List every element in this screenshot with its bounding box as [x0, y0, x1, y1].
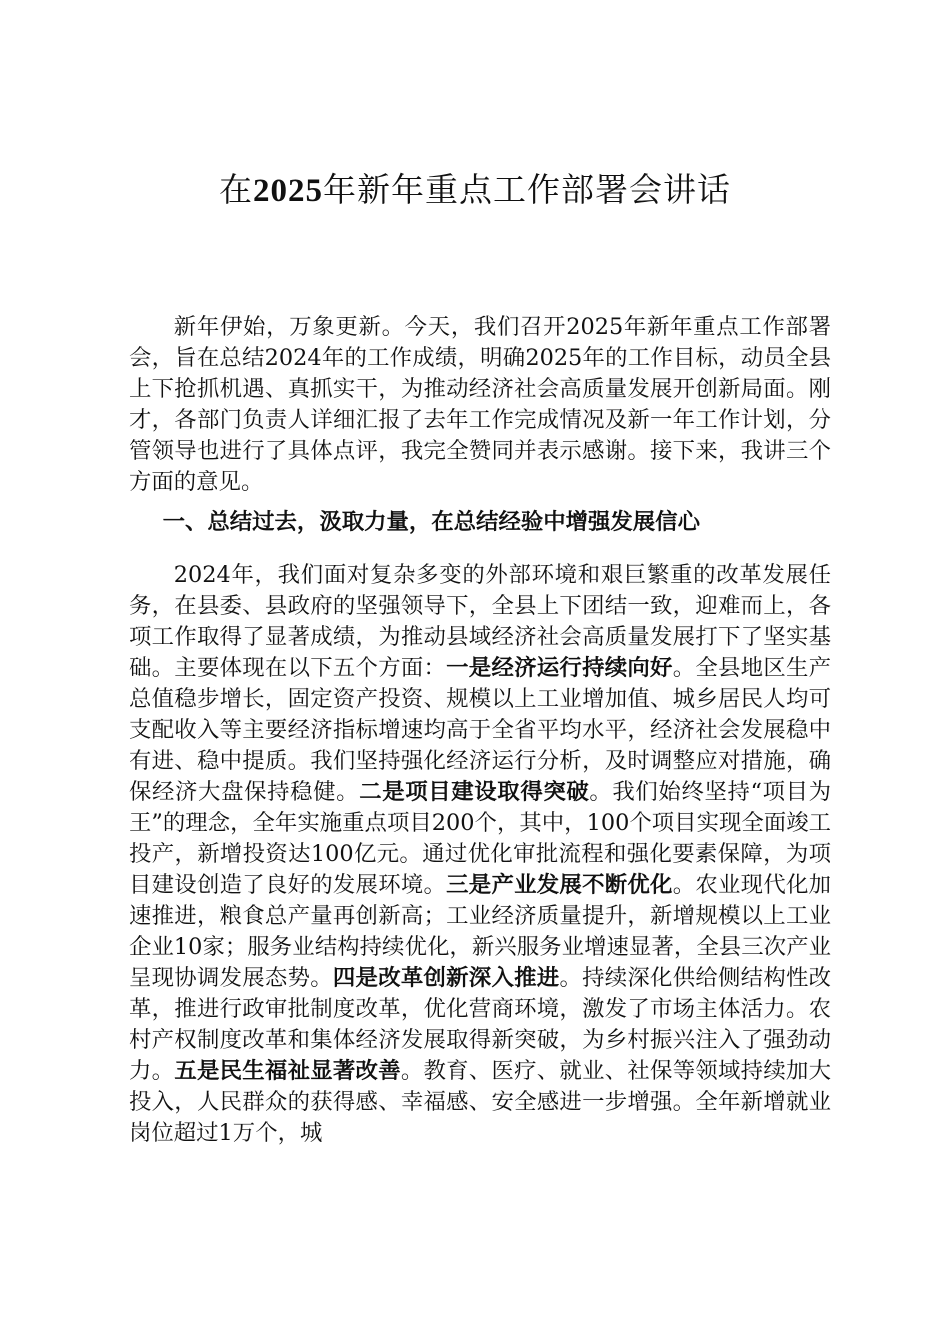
paragraph-text: 。持续深化供给侧结构性改革，推进行政审批制度改革，优化营商环境，激发了市场主体活力。农村产权制度改革和集体经济发展取得新突破，为乡村振兴注入了强劲动力。: [129, 965, 832, 1084]
title-suffix: 年新年重点工作部署会讲话: [323, 170, 731, 209]
document-title: [0, 166, 950, 215]
paragraph-text: 2024年，我们面对复杂多变的外部环境和艰巨繁重的改革发展任务，在县委、县政府的坚强领导下，全县上下团结一致，迎难而上，各项工作取得了显著成绩，为推动县域经济社会高质量发展打下了坚实基础。主要体现在以下五个方面：: [129, 562, 831, 681]
paragraph-text: 。我们始终坚持“项目为王”的理念，全年实施重点项目200个，其中，100个项目实现全面竣工投产，新增投资达100亿元。通过优化审批流程和强化要素保障，为项目建设创造了良好的发展环境。: [129, 779, 832, 898]
highlight-reform: 四是改革创新深入推进: [332, 965, 560, 991]
highlight-livelihood: 五是民生福祉显著改善: [174, 1058, 401, 1084]
paragraph-text: 。农业现代化加速推进，粮食总产量再创新高；工业经济质量提升，新增规模以上工业企业10家；服务业结构持续优化，新兴服务业增速显著，全县三次产业呈现协调发展态势。: [129, 872, 832, 991]
section-heading: 一、总结过去，汲取力量，在总结经验中增强发展信心: [162, 509, 700, 535]
highlight-economy: 一是经济运行持续向好: [446, 655, 673, 681]
highlight-industry: 三是产业发展不断优化: [446, 872, 673, 898]
intro-paragraph: 新年伊始，万象更新。今天，我们召开2025年新年重点工作部署会，旨在总结2024年的工作成绩，明确2025年的工作目标，动员全县上下抢抓机遇、真抓实干，为推动经济社会高质量发展开创新局面。刚才，各部门负责人详细汇报了去年工作完成情况及新一年工作计划，分管领导也进行了具体点评，我完全赞同并表示感谢。接下来，我讲三个方面的意见。: [129, 314, 831, 495]
title-prefix: 在: [219, 170, 253, 209]
paragraph-text: 。全县地区生产总值稳步增长，固定资产投资、规模以上工业增加值、城乡居民人均可支配收入等主要经济指标增速均高于全省平均水平，经济社会发展稳中有进、稳中提质。我们坚持强化经济运行分析，及时调整应对措施，确保经济大盘保持稳健。: [129, 655, 832, 805]
title-year: 2025: [253, 173, 323, 209]
paragraph-text: 。教育、医疗、就业、社保等领域持续加大投入，人民群众的获得感、幸福感、安全感进一步增强。全年新增就业岗位超过1万个，城: [129, 1058, 832, 1146]
section-paragraph: [129, 560, 831, 1149]
highlight-projects: 二是项目建设取得突破: [359, 779, 590, 805]
